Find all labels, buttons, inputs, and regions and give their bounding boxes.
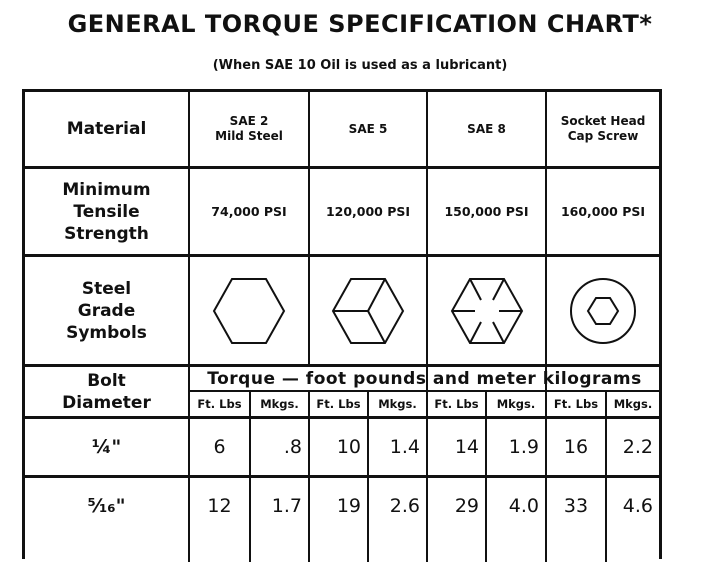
unit-label: Mkgs. <box>613 397 653 411</box>
torque-value: 16 <box>563 436 589 458</box>
torque-header: Torque — foot pounds and meter kilograms <box>207 368 642 389</box>
grade-sae2 <box>190 92 308 166</box>
chart-subtitle: (When SAE 10 Oil is used as a lubricant) <box>212 58 508 73</box>
torque-value: 1.7 <box>271 495 302 517</box>
torque-value: 29 <box>454 495 479 517</box>
unit-label: Ft. Lbs <box>553 397 599 411</box>
torque-value: 33 <box>563 495 589 517</box>
grade-line1: Socket Head <box>560 114 646 128</box>
hexagon-plain-icon <box>190 257 308 364</box>
material-label: Material <box>66 119 147 139</box>
symbols-label <box>25 257 188 364</box>
torque-value: .8 <box>283 436 302 458</box>
torque-value: 1.9 <box>508 436 539 458</box>
tensile-label <box>25 169 188 254</box>
hexagon-six-lines-icon <box>428 257 545 364</box>
symbols-label-line: Grade <box>77 300 136 321</box>
grade-line2: Cap Screw <box>567 129 639 143</box>
torque-value: 4.0 <box>508 495 539 517</box>
tensile-label-line: Strength <box>64 223 149 244</box>
torque-value: 1.4 <box>389 436 420 458</box>
hexagon-three-lines-icon <box>310 257 426 364</box>
bolt-diameter: ⁵⁄₁₆" <box>87 495 126 517</box>
tensile-label-line: Minimum <box>62 179 151 200</box>
unit-label: Mkgs. <box>378 397 417 411</box>
torque-value: 2.6 <box>389 495 420 517</box>
grade-line1: SAE 8 <box>467 121 506 136</box>
torque-value: 2.2 <box>622 436 653 458</box>
bolt-label-line: Bolt <box>87 370 126 391</box>
tensile-value: 150,000 PSI <box>444 204 529 219</box>
torque-value: 6 <box>213 436 226 458</box>
unit-label: Ft. Lbs <box>197 397 242 411</box>
bolt-diameter: ¼" <box>91 436 122 458</box>
torque-value: 10 <box>336 436 361 458</box>
grade-sae5 <box>310 92 426 166</box>
torque-value: 19 <box>336 495 361 517</box>
symbols-label-line: Symbols <box>66 322 147 343</box>
tensile-value: 74,000 PSI <box>211 204 287 219</box>
unit-label: Ft. Lbs <box>434 397 479 411</box>
bolt-diameter-label <box>25 367 188 416</box>
socket-head-icon <box>547 257 659 364</box>
torque-value: 12 <box>207 495 232 517</box>
grade-line1: SAE 2 <box>229 114 269 128</box>
grade-line1: SAE 5 <box>348 121 388 136</box>
tensile-label-line: Tensile <box>73 201 140 222</box>
torque-value: 4.6 <box>622 495 653 517</box>
chart-title: GENERAL TORQUE SPECIFICATION CHART* <box>67 10 653 38</box>
bolt-label-line: Diameter <box>62 392 151 413</box>
symbols-label-line: Steel <box>81 278 132 299</box>
torque-value: 14 <box>454 436 479 458</box>
unit-label: Mkgs. <box>496 397 536 411</box>
grade-line2: Mild Steel <box>215 129 283 143</box>
tensile-value: 160,000 PSI <box>560 204 646 219</box>
unit-label: Mkgs. <box>260 397 299 411</box>
grade-sae8 <box>428 92 545 166</box>
tensile-value: 120,000 PSI <box>325 204 411 219</box>
torque-spec-table <box>22 89 662 559</box>
grade-socket-head <box>547 92 659 166</box>
unit-label: Ft. Lbs <box>316 397 361 411</box>
